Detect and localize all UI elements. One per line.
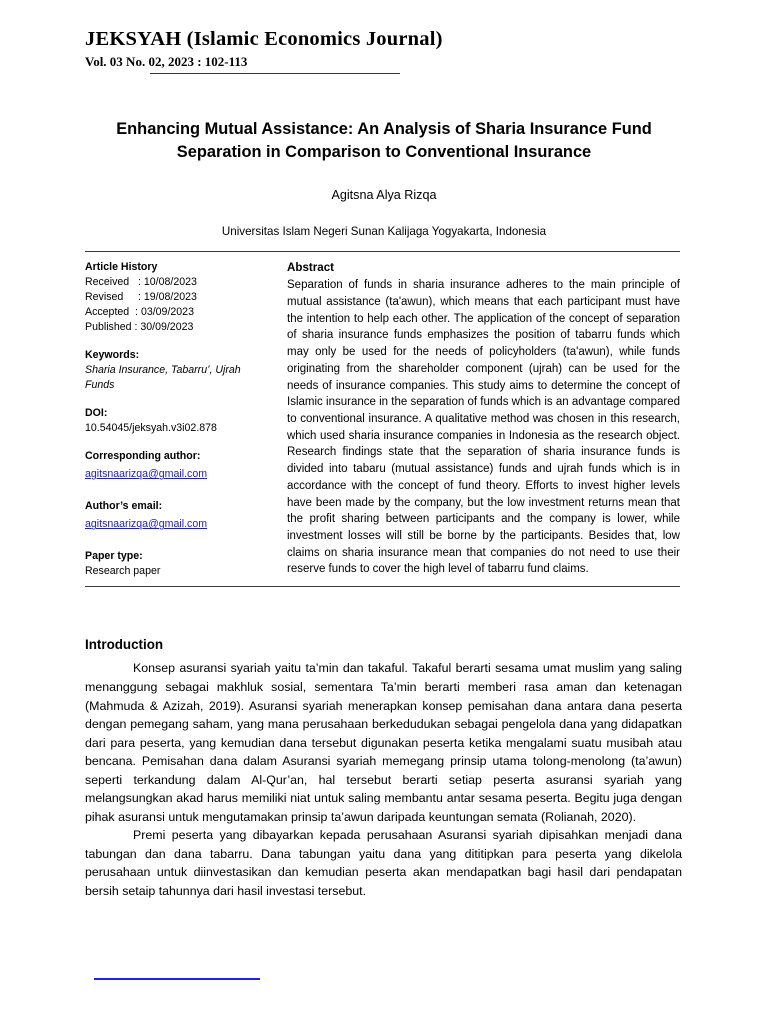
masthead-rule — [150, 73, 400, 74]
article-received-date: Received : 10/08/2023 — [85, 276, 197, 289]
journal-issue-line: Vol. 03 No. 02, 2023 : 102-113 — [85, 53, 248, 69]
author-email-link[interactable]: agitsnaarizqa@gmail.com — [85, 518, 208, 531]
page-title: Enhancing Mutual Assistance: An Analysis of Sharia Insurance Fund Separation in Comparison to Conventional Insurance — [116, 120, 652, 162]
article-revised-date: Revised : 19/08/2023 — [85, 291, 197, 304]
paper-type-value: Research paper — [85, 565, 161, 578]
spacer — [85, 393, 273, 406]
keywords-value: Sharia Insurance, Tabarru’, Ujrah Funds — [85, 364, 241, 392]
introduction-heading: Introduction — [85, 637, 164, 652]
author-email-heading: Author’s email: — [85, 500, 163, 513]
author-name: Agitsna Alya Rizqa — [331, 187, 437, 202]
footer-rule — [94, 978, 260, 980]
abstract-column — [281, 260, 680, 578]
introduction-section — [85, 636, 682, 901]
spacer — [85, 436, 273, 449]
abstract-block — [85, 251, 680, 587]
journal-title: JEKSYAH (Islamic Economics Journal) — [85, 28, 443, 50]
article-published-date: Published : 30/09/2023 — [85, 321, 194, 334]
abstract-heading: Abstract — [287, 261, 335, 274]
paper-type-heading: Paper type: — [85, 550, 143, 563]
spacer — [85, 482, 273, 499]
author-affiliation: Universitas Islam Negeri Sunan Kalijaga Yogyakarta, Indonesia — [221, 224, 547, 238]
abstract-text: Separation of funds in sharia insurance adheres to the main principle of mutual assistance (ta'awun), which means that each participant must have the intention to help each other. The application of the concept of separation of sharia insurance funds emphasizes the position of tabarru funds which may only be used for the needs of policyholders (ta'awun), while funds originating from the shareholder component (ujrah) can be used for the needs of insurance companies. This study aims to determine the concept of Islamic insurance in the separation of funds which is an advantage compared to conventional insurance. A qualitative method was chosen in this research, which used sharia insurance companies in Indonesia as the research object. Research findings state that the separation of sharia insurance funds is divided into tabaru (mutual assistance) funds and ujrah funds which is in accordance with the concept of fund theory. Efforts to invest higher levels have been made by the company, but the low investment returns mean that the profit sharing between participants and the company is lower, while investment losses will still be borne by the participants. Besides that, low claims on sharia insurance mean that companies do not need to use their reserve funds to cover the high level of tabarru fund claims. — [287, 279, 680, 576]
article-accepted-date: Accepted : 03/09/2023 — [85, 306, 194, 319]
corresponding-author-email-link[interactable]: agitsnaarizqa@gmail.com — [85, 468, 208, 481]
introduction-paragraph-2: Premi peserta yang dibayarkan kepada perusahaan Asuransi syariah dipisahkan menjadi dana tabungan dan dana tabarru. Dana tabungan yaitu dana yang dititipkan para peserta yang dikelola perusahaan untuk diinvestasikan dan kemudian peserta akan mendapatkan bagi hasil dari pendapatan bersih setaip tahunnya dari hasil investasi tersebut. — [85, 828, 682, 898]
article-history-heading: Article History — [85, 261, 158, 273]
article-metadata-column — [85, 260, 281, 580]
spacer — [85, 532, 273, 549]
corresponding-author-heading: Corresponding author: — [85, 450, 201, 463]
doi-heading: DOI: — [85, 407, 108, 420]
keywords-heading: Keywords: — [85, 349, 140, 362]
article-title-block — [84, 118, 684, 239]
doi-value: 10.54045/jeksyah.v3i02.878 — [85, 422, 217, 435]
spacer — [85, 335, 273, 348]
journal-masthead — [85, 28, 685, 70]
introduction-paragraph-1: Konsep asuransi syariah yaitu ta’min dan takaful. Takaful berarti sesama umat muslim yang saling menanggung sebagai makhluk sosial, sementara Ta’min berarti memberi rasa aman dan ketenagan (Mahmuda & Azizah, 2019). Asuransi syariah menerapkan konsep pemisahan dana antara dana peserta dengan pemegang saham, yang mana perusahaan berkedudukan sebagai pengelola dana yang didapatkan dari para peserta, yang kemudian dana tersebut digunakan peserta ketika mengalami suatu musibah atau bencana. Pemisahan dana dalam Asuransi syariah memegang prinsip utama tolong-menolong (ta’awun) seperti terkandung dalam Al-Qur’an, hal tersebut berarti setiap peserta asuransi syariah yang melangsungkan akad harus memiliki niat untuk saling membantu antar sesama peserta. Begitu juga dengan pihak asuransi untuk mengutamakan prinsip ta’awun daripada keuntungan semata (Rolianah, 2020). — [85, 661, 682, 824]
